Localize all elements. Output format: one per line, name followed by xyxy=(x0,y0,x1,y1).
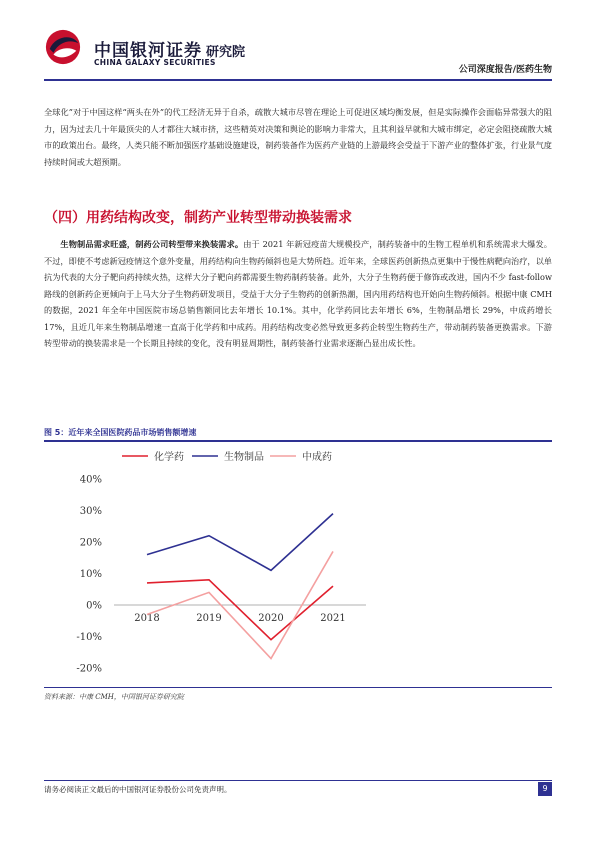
y-tick-label: 20% xyxy=(79,537,102,549)
logo-department: 研究院 xyxy=(206,45,246,60)
body-text: 由于 2021 年新冠疫苗大规模投产，制药装备中的生物工程单机和系统需求大爆发。不过，即使不考虑新冠疫情这个意外变量，用药结构向生物药倾斜也是大势所趋。近年来，全球医药创新热点更集中于慢性病靶向治疗，以单抗为代表的大分子靶向药持续火热，这样大分子靶向药都需要生物药制药装备。此外，大分子生物药便于修饰或改进，国内不少 fast-follow 路线的创新药企更倾向于上马大分子生物药研发项目，受益于大分子生物药的创新热潮，国内用药结构也开始向生物药倾斜。根据中康 CMH 的数据，2021 年全年中国医院市场总销售额同比去年增长 10.1%。其中，化学药同比去年增长 6%，生物制品增长 29%，中成药增长 17%，且近几年来生物制品增速一直高于化学药和中成药。用药结构改变必然导致更多药企转型生物药生产，带动制药装备更换需求。下游转型带动的换装需求是一个长期且持续的变化，没有明显周期性，制药装备行业需求逐渐凸显出成长性。 xyxy=(44,239,552,348)
figure-source: 资料来源：中康 CMH，中国银河证券研究院 xyxy=(44,693,184,701)
page-header xyxy=(0,0,596,80)
header-divider xyxy=(44,79,552,81)
section-title: （四）用药结构改变，制药产业转型带动换装需求 xyxy=(44,210,352,226)
x-axis-labels xyxy=(134,613,345,624)
y-axis xyxy=(76,475,102,675)
legend-label: 化学药 xyxy=(154,452,184,463)
legend-label: 生物制品 xyxy=(224,452,264,463)
footer-divider xyxy=(44,780,552,781)
chart-series xyxy=(147,514,333,659)
report-type: 公司深度报告/医药生物 xyxy=(458,65,552,75)
y-tick-label: 40% xyxy=(79,474,102,486)
lead-sentence: 生物制品需求旺盛，制药公司转型带来换装需求。 xyxy=(60,239,244,249)
galaxy-logo-icon xyxy=(44,28,82,66)
x-tick-label: 2020 xyxy=(258,613,284,624)
page-number: 9 xyxy=(538,782,552,796)
y-tick-label: 10% xyxy=(79,569,102,580)
intro-paragraph: 全球化”对于中国这样“两头在外”的代工经济无异于自杀，疏散大城市尽管在理论上可促进区域均衡发展，但是实际操作会面临异常强大的阻力，因为过去几十年最顶尖的人才都往大城市挤，这些精英对决策和舆论的影响力非常大，且其利益早就和大城市绑定，必定会阻挠疏散大城市的政策出台。最终，人类只能不断加强医疗基础设施建设，制药装备作为医药产业链的上游最终会受益于下游产业的整体扩张，行业景气度持续时间或大超预期。 xyxy=(44,107,552,167)
body-paragraph xyxy=(44,236,552,352)
chart-legend xyxy=(122,450,332,463)
figure-title: 图 5：近年来全国医院药品市场销售额增速 xyxy=(44,428,197,437)
series-line xyxy=(147,514,333,571)
y-tick-label: 30% xyxy=(79,506,102,517)
figure-bottom-rule xyxy=(44,687,552,688)
y-tick-label: -20% xyxy=(76,663,102,675)
y-tick-label: 0% xyxy=(86,600,102,612)
logo-chinese-name: 中国银河证券 xyxy=(94,41,202,61)
series-line xyxy=(147,580,333,640)
legend-label: 中成药 xyxy=(302,452,332,463)
y-tick-label: -10% xyxy=(76,632,102,643)
logo-english-name: CHINA GALAXY SECURITIES xyxy=(94,58,216,67)
footer-disclaimer: 请务必阅读正文最后的中国银河证券股份公司免责声明。 xyxy=(44,785,232,794)
x-tick-label: 2021 xyxy=(320,613,346,624)
x-tick-label: 2018 xyxy=(134,613,160,624)
x-tick-label: 2019 xyxy=(196,613,222,624)
line-chart xyxy=(44,442,552,686)
